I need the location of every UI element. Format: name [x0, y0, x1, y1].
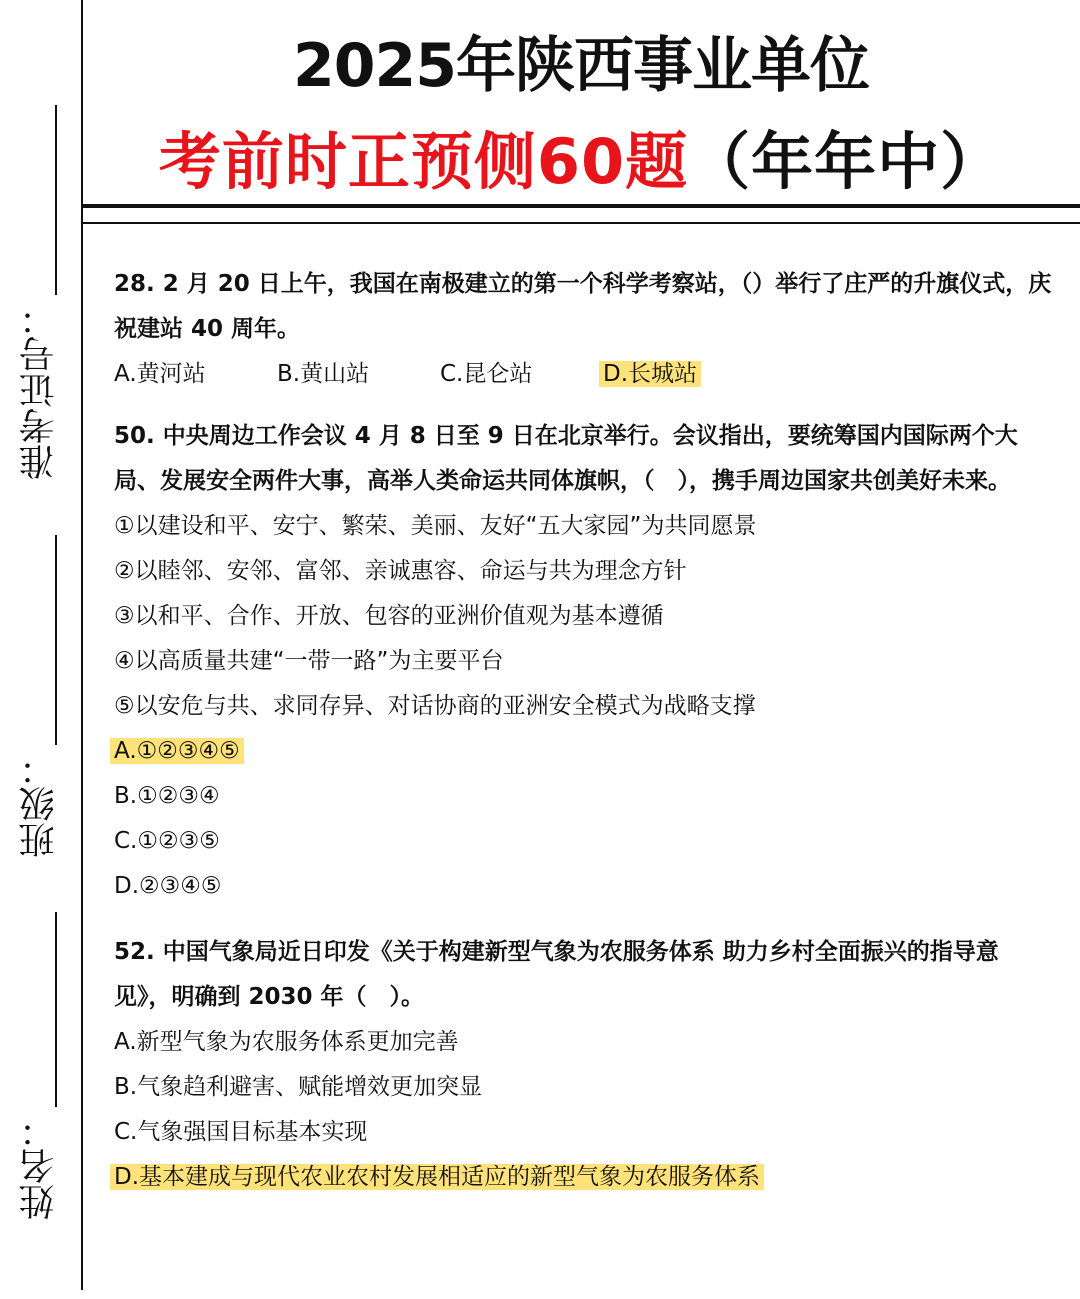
page-subtitle — [82, 112, 1080, 201]
option-d-answer-highlight: D.基本建成与现代农业农村发展相适应的新型气象为农服务体系 — [110, 1164, 764, 1190]
name-label: 姓名： — [19, 1112, 60, 1220]
name-blank-line — [55, 912, 57, 1107]
option-d: D.②③④⑤ — [114, 873, 222, 899]
option-a-answer-highlight: A.①②③④⑤ — [110, 738, 244, 764]
statement-3: ③以和平、合作、开放、包容的亚洲价值观为基本遵循 — [114, 603, 664, 629]
page-title: 2025年陕西事业单位 — [293, 31, 869, 101]
option-c: C.气象强国目标基本实现 — [114, 1119, 368, 1145]
statement-2: ②以睦邻、安邻、富邻、亲诚惠容、命运与共为理念方针 — [114, 558, 687, 584]
statement-4: ④以高质量共建“一带一路”为主要平台 — [114, 648, 504, 674]
statement-1: ①以建设和平、安宁、繁荣、美丽、友好“五大家园”为共同愿景 — [114, 513, 757, 539]
question-52 — [114, 930, 1054, 1200]
question-list — [114, 262, 1054, 1200]
subtitle-black-text: （年年中） — [688, 125, 1004, 198]
option-c: C.①②③⑤ — [114, 828, 220, 854]
question-stem: 50. 中央周边工作会议 4 月 8 日至 9 日在北京举行。会议指出，要统筹国内国际两个大局、发展安全两件大事，高举人类命运共同体旗帜，（ ），携手周边国家共创美好未来。 — [114, 423, 1018, 494]
class-label: 班级： — [19, 750, 60, 858]
question-stem: 28. 2 月 20 日上午，我国在南极建立的第一个科学考察站，（）举行了庄严的升旗仪式，庆祝建站 40 周年。 — [114, 271, 1052, 342]
option-b: B.气象趋利避害、赋能增效更加突显 — [114, 1074, 483, 1100]
class-blank-line — [55, 535, 57, 745]
exam-id-blank-line — [55, 105, 57, 295]
statement-5: ⑤以安危与共、求同存异、对话协商的亚洲安全模式为战略支撑 — [114, 693, 756, 719]
subtitle-red-text: 考前时正预侧60题 — [158, 125, 689, 198]
option-a: A.黄河站 — [114, 361, 206, 387]
header-divider-thin — [82, 222, 1080, 224]
option-b: B.黄山站 — [277, 361, 370, 387]
question-50 — [114, 414, 1054, 909]
question-stem: 52. 中国气象局近日印发《关于构建新型气象为农服务体系 助力乡村全面振兴的指导意见》，明确到 2030 年（ ）。 — [114, 939, 999, 1010]
question-28 — [114, 262, 1054, 397]
option-b: B.①②③④ — [114, 783, 220, 809]
options-row — [114, 352, 1054, 397]
option-a: A.新型气象为农服务体系更加完善 — [114, 1029, 459, 1055]
exam-id-label: 准考证号： — [19, 300, 60, 480]
option-c: C.昆仑站 — [440, 361, 533, 387]
header-divider-thick — [82, 204, 1080, 208]
option-d-answer-highlight: D.长城站 — [599, 361, 701, 387]
